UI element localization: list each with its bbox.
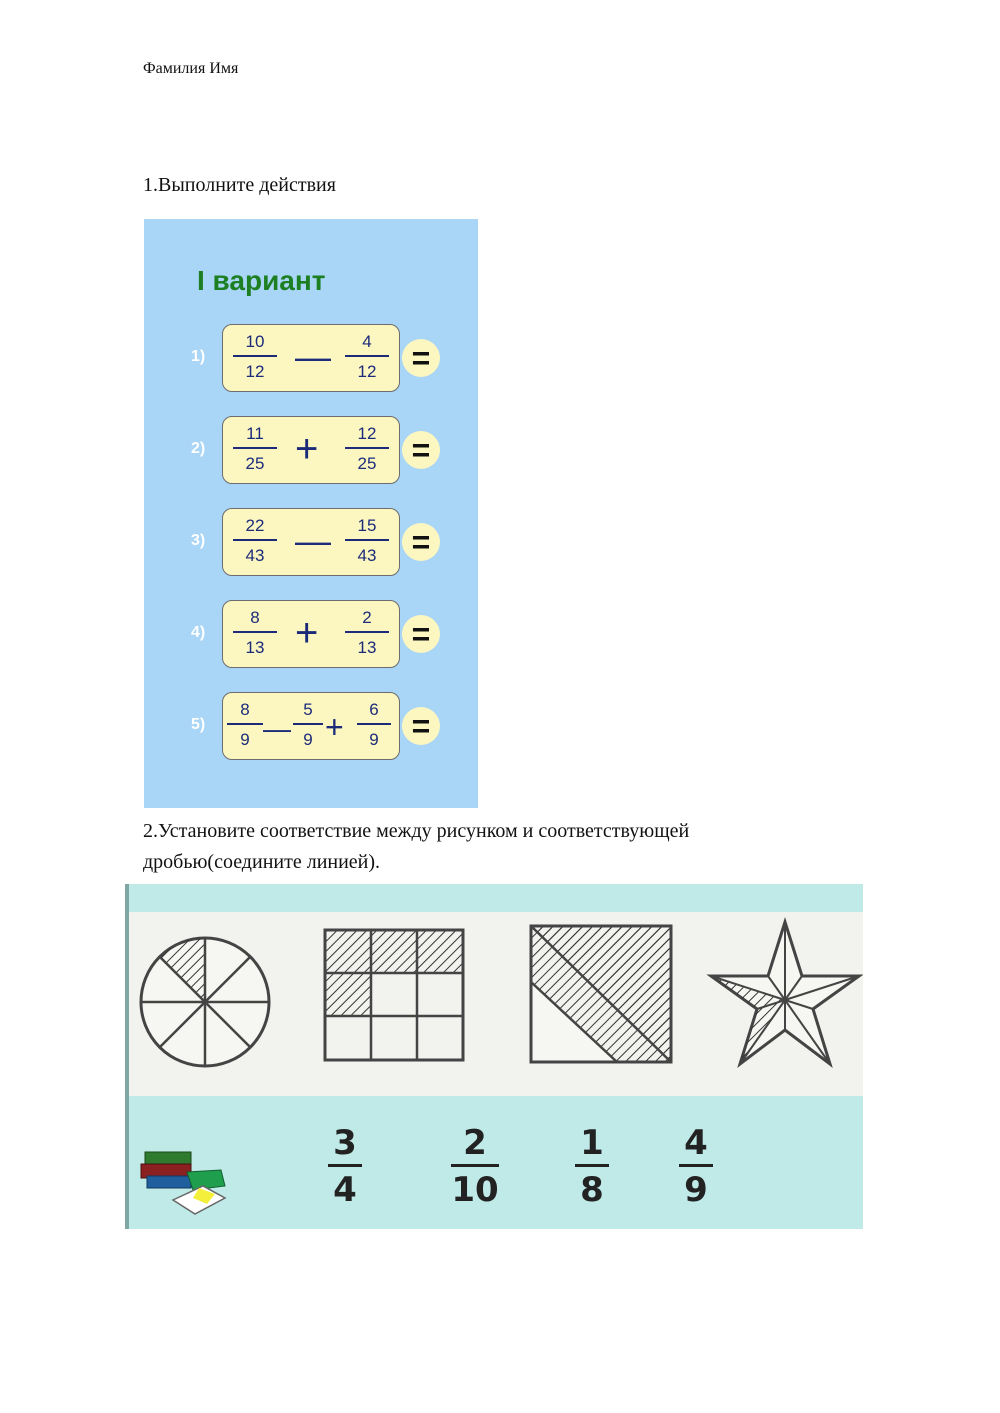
numerator: 11: [246, 424, 264, 443]
grid-ninths-icon: [321, 926, 467, 1064]
equals-button: =: [402, 523, 440, 561]
fraction: [345, 423, 389, 475]
plus-sign: +: [295, 611, 319, 655]
numerator: 4: [684, 1123, 708, 1163]
denominator: 4: [333, 1170, 357, 1210]
task2-title: 2.Установите соответствие между рисунком и соответствующей дробью(соедините линией).: [143, 820, 690, 873]
denominator: 43: [245, 546, 265, 565]
fraction: [233, 515, 277, 567]
fraction: [357, 699, 391, 751]
row-number: 1): [191, 348, 206, 365]
numerator: 22: [245, 516, 265, 535]
numerator: 15: [357, 516, 377, 535]
denominator: 9: [369, 730, 379, 749]
exercise-row-1: [144, 324, 478, 396]
numerator: 12: [357, 424, 377, 443]
equals-button: =: [402, 431, 440, 469]
denominator: 9: [684, 1170, 708, 1210]
numerator: 6: [369, 700, 379, 719]
fraction: [233, 607, 277, 659]
denominator: 25: [357, 454, 377, 473]
expression-box: [222, 600, 400, 668]
task1-title: 1.Выполните действия: [143, 174, 336, 196]
books-icon: [137, 1142, 227, 1220]
answer-fraction-2: [445, 1124, 505, 1209]
variant-title: I вариант: [197, 265, 326, 296]
numerator: 5: [303, 700, 313, 719]
equals-button: =: [402, 339, 440, 377]
denominator: 9: [303, 730, 313, 749]
fraction: [345, 607, 389, 659]
numerator: 10: [245, 332, 265, 351]
equals-button: =: [402, 615, 440, 653]
answer-fraction-1: [315, 1124, 375, 1209]
star-tenths-icon: [705, 916, 863, 1076]
denominator: 9: [240, 730, 250, 749]
fraction: [345, 331, 389, 383]
expression-box: [222, 508, 400, 576]
exercise-panel: [144, 219, 478, 808]
denominator: 25: [245, 454, 265, 473]
row-number: 2): [191, 440, 206, 457]
denominator: 43: [357, 546, 377, 565]
plus-sign: +: [325, 709, 344, 745]
matching-panel: [125, 884, 863, 1229]
answer-fraction-3: [562, 1124, 622, 1209]
minus-sign: —: [295, 520, 331, 561]
expression-box: [222, 416, 400, 484]
fraction: [233, 331, 277, 383]
denominator: 12: [245, 362, 265, 381]
exercise-row-3: [144, 508, 478, 580]
circle-eighths-icon: [137, 922, 273, 1082]
denominator: 8: [580, 1170, 604, 1210]
fraction: [233, 423, 277, 475]
row-number: 3): [191, 532, 206, 549]
exercise-row-2: [144, 416, 478, 488]
numerator: 8: [250, 608, 260, 627]
expression-box: [222, 324, 400, 392]
figures-strip: [129, 912, 863, 1096]
minus-sign: —: [263, 713, 291, 744]
numerator: 4: [362, 332, 372, 351]
denominator: 12: [357, 362, 377, 381]
denominator: 13: [357, 638, 377, 657]
fraction: [293, 699, 323, 751]
equals-button: =: [402, 707, 440, 745]
row-number: 4): [191, 624, 206, 641]
numerator: 2: [362, 608, 372, 627]
row-number: 5): [191, 716, 206, 733]
exercise-row-5: [144, 692, 478, 764]
plus-sign: +: [295, 427, 319, 471]
numerator: 1: [580, 1123, 604, 1163]
expression-box: [222, 692, 400, 760]
fraction: [345, 515, 389, 567]
exercise-row-4: [144, 600, 478, 672]
denominator: 13: [245, 638, 265, 657]
square-triangles-icon: [527, 922, 677, 1066]
answer-fraction-4: [666, 1124, 726, 1209]
minus-sign: —: [295, 336, 331, 377]
numerator: 8: [240, 700, 250, 719]
numerator: 2: [463, 1123, 487, 1163]
fraction: [227, 699, 263, 751]
denominator: 10: [451, 1170, 499, 1210]
numerator: 3: [333, 1123, 357, 1163]
student-name-label: Фамилия Имя: [143, 60, 239, 77]
